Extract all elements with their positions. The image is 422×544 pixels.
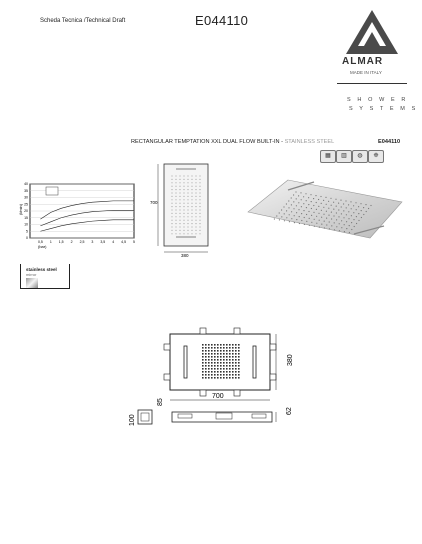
chart-x-tick: 0,5: [37, 240, 43, 244]
chart-xlabel: (bar): [38, 244, 47, 249]
logo-tagline-systems: S Y S T E M S: [349, 106, 418, 112]
chart-x-tick: 1,5: [58, 240, 64, 244]
product-separator: -: [281, 139, 283, 145]
top-width-label: 700: [212, 393, 224, 400]
front-view-drawing: [148, 158, 218, 258]
sheet-label: Scheda Tecnica /Technical Draft: [40, 18, 126, 24]
front-led-top: [176, 168, 196, 170]
flow-chart: [14, 180, 140, 252]
chart-y-tick: 20: [24, 209, 28, 214]
front-height-label: 700: [150, 200, 158, 205]
chart-x-tick: 2: [70, 240, 73, 244]
chart-y-tick: 25: [24, 202, 28, 207]
side-height-label: 85: [157, 398, 164, 406]
product-code-small: E044110: [378, 139, 401, 145]
top-height-label: 380: [287, 354, 294, 366]
chart-x-tick: 5: [133, 240, 135, 244]
finish-title: stainless steel: [26, 267, 57, 272]
almar-logo-mark: [344, 8, 400, 56]
rain-icon: ❉: [368, 150, 384, 163]
stainless-icon: ▦: [320, 150, 336, 163]
chart-legend-box: [46, 187, 58, 195]
chart-y-tick: 40: [24, 182, 28, 187]
chart-y-tick: 0: [26, 236, 28, 241]
product-title-line: [131, 139, 334, 145]
product-render: [244, 176, 404, 242]
logo-name: ALMAR: [342, 56, 384, 67]
chart-x-tick: 3: [91, 240, 94, 244]
chart-y-tick: 10: [24, 222, 28, 227]
chart-y-tick: 35: [24, 188, 28, 193]
chart-y-ticks: [24, 182, 28, 240]
product-material: STAINLESS STEEL: [284, 139, 335, 145]
chart-x-tick: 1: [49, 240, 52, 244]
chart-x-ticks: [38, 240, 135, 244]
chart-y-tick: 15: [24, 215, 28, 220]
front-led-bottom: [176, 236, 196, 238]
front-width-label: 380: [181, 253, 189, 258]
chart-x-tick: 4: [112, 240, 115, 244]
logo-divider: [337, 83, 407, 84]
side-depth-label: 100: [129, 414, 136, 426]
logo-tagline-shower: S H O W E R: [347, 97, 408, 103]
top-led-right: [253, 346, 256, 378]
bottom-thickness-label: 62: [286, 407, 293, 415]
chart-x-tick: 3,5: [100, 240, 106, 244]
logo-made-in: MADE IN ITALY: [350, 70, 382, 75]
chart-x-tick: 4,5: [121, 240, 127, 244]
finish-swatch: [26, 278, 38, 288]
section-view-drawing: [118, 396, 298, 436]
chart-x-tick: 2,5: [79, 240, 85, 244]
new-icon: ◍: [352, 150, 368, 163]
top-led-left: [184, 346, 187, 378]
finish-name: mirror: [26, 272, 37, 277]
chart-ylabel: (l/min): [18, 203, 23, 215]
product-code-title: E044110: [195, 13, 249, 28]
product-title: RECTANGULAR TEMPTATION XXL DUAL FLOW BUILT-IN: [131, 139, 280, 145]
wall-icon: ▥: [336, 150, 352, 163]
chart-y-tick: 30: [24, 195, 28, 200]
chart-y-tick: 5: [26, 229, 28, 234]
